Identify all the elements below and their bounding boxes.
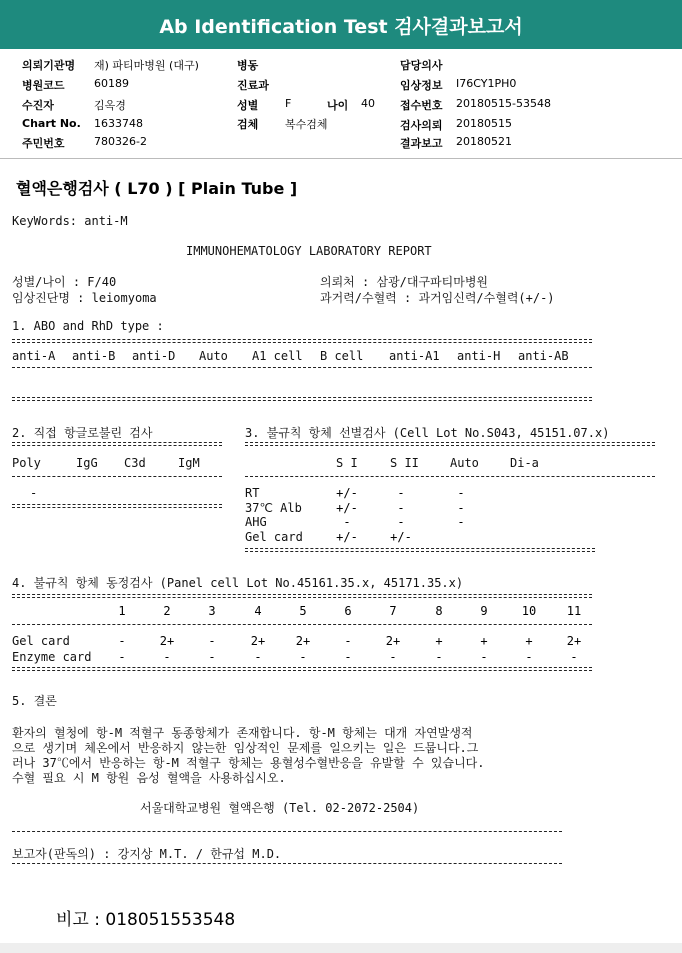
s4-enzyme-label: Enzyme card — [12, 650, 92, 664]
info-resident-no: 주민번호 780326-2 — [22, 135, 147, 150]
info-age: 나이 40 — [327, 97, 375, 112]
s4-enzyme-cell: - — [254, 650, 262, 664]
s3-cell: - — [397, 515, 405, 529]
s2-col: IgG — [76, 456, 98, 470]
s4-col-header: 2 — [163, 604, 171, 618]
info-report-date: 결과보고 20180521 — [400, 135, 512, 150]
s4-gel-cell: + — [435, 634, 443, 648]
rule — [12, 594, 592, 598]
s1-col: anti-D — [132, 349, 176, 363]
s3-col: S I — [336, 456, 358, 470]
keywords: KeyWords: anti-M — [12, 214, 128, 228]
s3-col: Auto — [450, 456, 479, 470]
s3-cell: +/- — [336, 530, 358, 544]
info-accession: 접수번호 20180515-53548 — [400, 97, 551, 112]
reporter: 보고자(판독의) : 강지상 M.T. / 한규섭 M.D. — [12, 847, 282, 861]
rule — [12, 667, 592, 671]
rule — [12, 504, 222, 508]
rule — [12, 863, 562, 864]
s1-col: B cell — [320, 349, 364, 363]
s4-gel-cell: - — [208, 634, 216, 648]
conclusion-line: 으로 생기며 체온에서 반응하지 않는한 임상적인 문제를 일으키는 일은 드뭅니다.그 — [12, 741, 479, 755]
s4-gel-cell: - — [344, 634, 352, 648]
rule — [12, 367, 592, 368]
info-dept: 진료과 — [237, 79, 269, 92]
s4-col-header: 3 — [208, 604, 216, 618]
s4-gel-cell: 2+ — [159, 634, 175, 648]
rule — [12, 624, 592, 625]
s3-cell: - — [457, 501, 465, 515]
sex-age: 성별/나이 : F/40 — [12, 275, 117, 289]
info-clinical: 임상정보 I76CY1PH0 — [400, 77, 517, 92]
conclusion-line: 러나 37℃에서 반응하는 항-M 적혈구 항체는 용혈성수혈반응을 유발할 수 있습니다. — [12, 756, 485, 770]
s4-enzyme-cell: - — [525, 650, 533, 664]
rule — [245, 548, 595, 552]
s3-cell: - — [397, 486, 405, 500]
s1-col: anti-AB — [518, 349, 569, 363]
rule — [12, 339, 592, 343]
s3-cell: +/- — [336, 501, 358, 515]
s3-cell: - — [457, 515, 465, 529]
s4-col-header: 5 — [299, 604, 307, 618]
s4-gel-cell: 2+ — [295, 634, 311, 648]
rule — [12, 831, 562, 832]
s4-gel-cell: 2+ — [566, 634, 582, 648]
hospital-contact: 서울대학교병원 혈액은행 (Tel. 02-2072-2504) — [140, 801, 420, 815]
s3-row-label: RT — [245, 486, 260, 500]
s4-enzyme-cell: - — [118, 650, 126, 664]
report-title: Ab Identification Test 검사결과보고서 — [0, 0, 682, 49]
s2-col: IgM — [178, 456, 200, 470]
s4-enzyme-cell: - — [389, 650, 397, 664]
s3-title: 3. 불규칙 항체 선별검사 (Cell Lot No.S043, 45151.07.x) — [245, 426, 610, 440]
s4-col-header: 10 — [521, 604, 537, 618]
report-heading: 혈액은행검사 ( L70 ) [ Plain Tube ] — [16, 179, 298, 198]
s1-title: 1. ABO and RhD type : — [12, 319, 164, 333]
s4-gel-label: Gel card — [12, 634, 70, 648]
rule — [245, 442, 655, 446]
history: 과거력/수혈력 : 과거임신력/수혈력(+/-) — [320, 291, 555, 305]
info-org: 의뢰기관명 재) 파티마병원 (대구) — [22, 59, 199, 72]
s4-col-header: 1 — [118, 604, 126, 618]
s4-col-header: 9 — [480, 604, 488, 618]
conclusion-line: 수혈 필요 시 M 항원 음성 혈액을 사용하십시오. — [12, 771, 286, 785]
bottom-edge — [0, 943, 682, 953]
s4-gel-cell: - — [118, 634, 126, 648]
s4-title: 4. 불규칙 항체 동정검사 (Panel cell Lot No.45161.35.x, 45171.35.x) — [12, 576, 464, 590]
s3-row-label: 37℃ Alb — [245, 501, 302, 515]
s3-col: Di-a — [510, 456, 539, 470]
info-patient: 수진자 김옥경 — [22, 99, 126, 112]
rule — [12, 476, 222, 477]
s3-col: S II — [390, 456, 419, 470]
rule — [245, 476, 655, 477]
s3-cell: +/- — [390, 530, 412, 544]
s4-col-header: 4 — [254, 604, 262, 618]
s3-cell: +/- — [336, 486, 358, 500]
info-specimen: 검체 복수검체 — [237, 118, 328, 131]
info-request-date: 검사의뢰 20180515 — [400, 117, 512, 132]
s3-cell: - — [397, 501, 405, 515]
s4-gel-cell: + — [480, 634, 488, 648]
s4-col-header: 6 — [344, 604, 352, 618]
s4-enzyme-cell: - — [480, 650, 488, 664]
rule — [12, 397, 592, 401]
info-doctor: 담당의사 — [400, 59, 443, 72]
scanned-report — [0, 159, 682, 953]
rule — [12, 442, 222, 446]
info-chart-no: Chart No. 1633748 — [22, 117, 143, 130]
s3-cell: - — [343, 515, 351, 529]
s4-gel-cell: 2+ — [250, 634, 266, 648]
s3-cell: - — [457, 486, 465, 500]
s4-gel-cell: 2+ — [385, 634, 401, 648]
s1-col: anti-A1 — [389, 349, 440, 363]
s1-col: anti-B — [72, 349, 116, 363]
s1-col: anti-H — [457, 349, 501, 363]
remark: 비고 : 018051553548 — [56, 910, 236, 930]
s5-title: 5. 결론 — [12, 694, 57, 708]
s4-enzyme-cell: - — [570, 650, 578, 664]
s2-title: 2. 직접 항글로불린 검사 — [12, 426, 153, 440]
s4-enzyme-cell: - — [208, 650, 216, 664]
s2-col: C3d — [124, 456, 146, 470]
s4-enzyme-cell: - — [299, 650, 307, 664]
s2-col: Poly — [12, 456, 41, 470]
s4-enzyme-cell: - — [344, 650, 352, 664]
s4-col-header: 7 — [389, 604, 397, 618]
s1-col: A1 cell — [252, 349, 303, 363]
s3-row-label: Gel card — [245, 530, 303, 544]
info-sex: 성별 F — [237, 97, 292, 112]
s4-col-header: 11 — [566, 604, 582, 618]
s4-col-header: 8 — [435, 604, 443, 618]
s2-value: - — [30, 486, 38, 500]
s1-col: anti-A — [12, 349, 56, 363]
s1-col: Auto — [199, 349, 228, 363]
requester: 의뢰처 : 삼광/대구파티마병원 — [320, 275, 489, 289]
s4-enzyme-cell: - — [163, 650, 171, 664]
s4-gel-cell: + — [525, 634, 533, 648]
diagnosis: 임상진단명 : leiomyoma — [12, 291, 157, 305]
info-hospital-code: 병원코드 60189 — [22, 77, 129, 92]
s3-row-label: AHG — [245, 515, 267, 529]
conclusion-line: 환자의 혈청에 항-M 적혈구 동종항체가 존재합니다. 항-M 항체는 대개 자연발생적 — [12, 726, 473, 740]
lab-title: IMMUNOHEMATOLOGY LABORATORY REPORT — [186, 244, 432, 258]
s4-enzyme-cell: - — [435, 650, 443, 664]
info-ward: 병동 — [237, 59, 259, 72]
